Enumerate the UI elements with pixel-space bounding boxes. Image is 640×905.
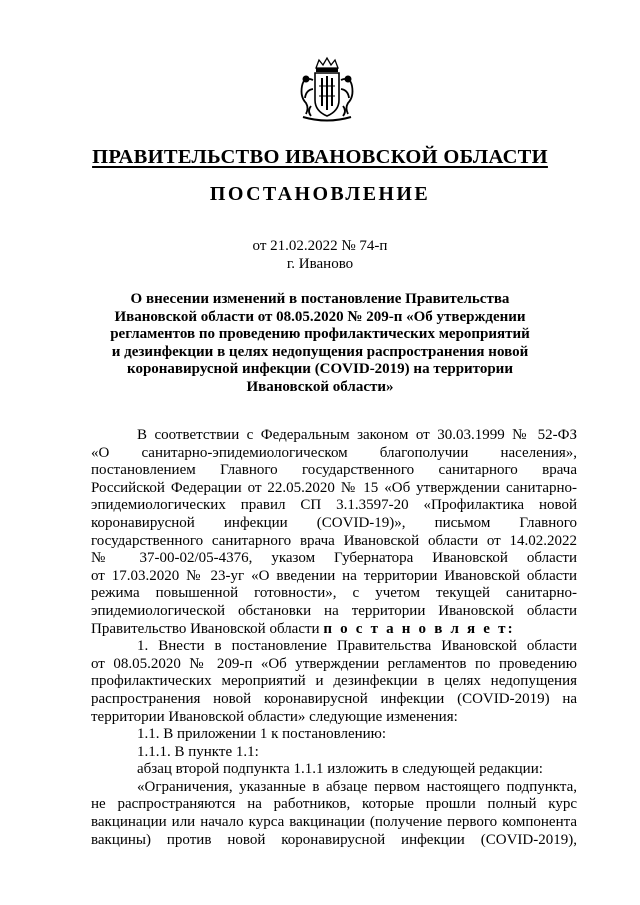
- document-meta: [0, 237, 640, 273]
- document-body: [91, 427, 577, 849]
- body-line: вакцины) против новой коронавирусной инфекции (COVID-2019),: [91, 831, 577, 848]
- body-line: «Ограничения, указанные в абзаце первом настоящего подпункта,: [137, 778, 577, 795]
- body-line: абзац второй подпункта 1.1.1 изложить в следующей редакции:: [137, 761, 543, 778]
- body-line: профилактических мероприятий и дезинфекции в целях недопущения: [91, 673, 577, 690]
- body-line: от 08.05.2020 № 209-п «Об утверждении регламентов по проведению: [91, 655, 577, 672]
- subject-line: и дезинфекции в целях недопущения распространения новой: [111, 343, 529, 360]
- body-line: территории Ивановской области» следующие изменения:: [91, 708, 458, 725]
- subject-line: коронавирусной инфекции (COVID-2019) на территории: [127, 361, 513, 378]
- body-line: распространения новой коронавирусной инфекции (COVID-2019) на: [91, 690, 577, 707]
- body-line: 1.1.1. В пункте 1.1:: [137, 743, 259, 760]
- body-line: 1.1. В приложении 1 к постановлению:: [137, 726, 387, 743]
- body-line: не распространяются на работников, которые прошли полный курс: [91, 796, 577, 813]
- body-line: Российской Федерации от 22.05.2020 № 15 «Об утверждении санитарно-: [91, 479, 577, 496]
- body-line: вакцинации или начало курса вакцинации (получение первого компонента: [91, 814, 577, 831]
- body-line: режима повышенной готовности», с учетом текущей санитарно-: [91, 585, 577, 602]
- body-line: государственного санитарного врача Ивановской области от 14.02.2022: [91, 532, 577, 549]
- subject-line: Ивановской области от 08.05.2020 № 209-п «Об утверждении: [114, 308, 526, 325]
- date-number: от 21.02.2022 № 74-п: [252, 238, 388, 254]
- subject-line: О внесении изменений в постановление Правительства: [130, 291, 510, 307]
- body-line: эпидемиологических правил СП 3.1.3597-20 «Профилактика новой: [91, 497, 577, 514]
- document-subject: [110, 291, 530, 397]
- body-line: эпидемиологической обстановки на территории Ивановской области: [91, 602, 577, 619]
- subject-line: регламентов по проведению профилактических мероприятий: [110, 326, 530, 343]
- resolving-authority: Правительство Ивановской области: [91, 620, 324, 637]
- body-line: 1. Внести в постановление Правительства Ивановской области: [137, 638, 577, 655]
- authority-title: ПРАВИТЕЛЬСТВО ИВАНОВСКОЙ ОБЛАСТИ: [92, 146, 548, 168]
- body-line: от 17.03.2020 № 23-уг «О введении на территории Ивановской области: [91, 567, 577, 584]
- body-line: коронавирусной инфекции (COVID-19)», письмом Главного: [91, 514, 577, 531]
- body-line: № 37-00-02/05-4376, указом Губернатора Ивановской области: [91, 550, 577, 567]
- body-line: «О санитарно-эпидемиологическом благополучии населения»,: [91, 444, 577, 461]
- resolves-word: п о с т а н о в л я е т:: [323, 620, 515, 637]
- body-line: постановлением Главного государственного санитарного врача: [91, 462, 577, 479]
- city: г. Иваново: [286, 256, 354, 272]
- body-line: В соответствии с Федеральным законом от 30.03.1999 № 52-ФЗ: [137, 427, 577, 443]
- body-line: [91, 621, 577, 639]
- subject-line: Ивановской области»: [246, 378, 394, 395]
- coat-of-arms-emblem: [297, 56, 357, 122]
- document-type: ПОСТАНОВЛЕНИЕ: [209, 183, 431, 205]
